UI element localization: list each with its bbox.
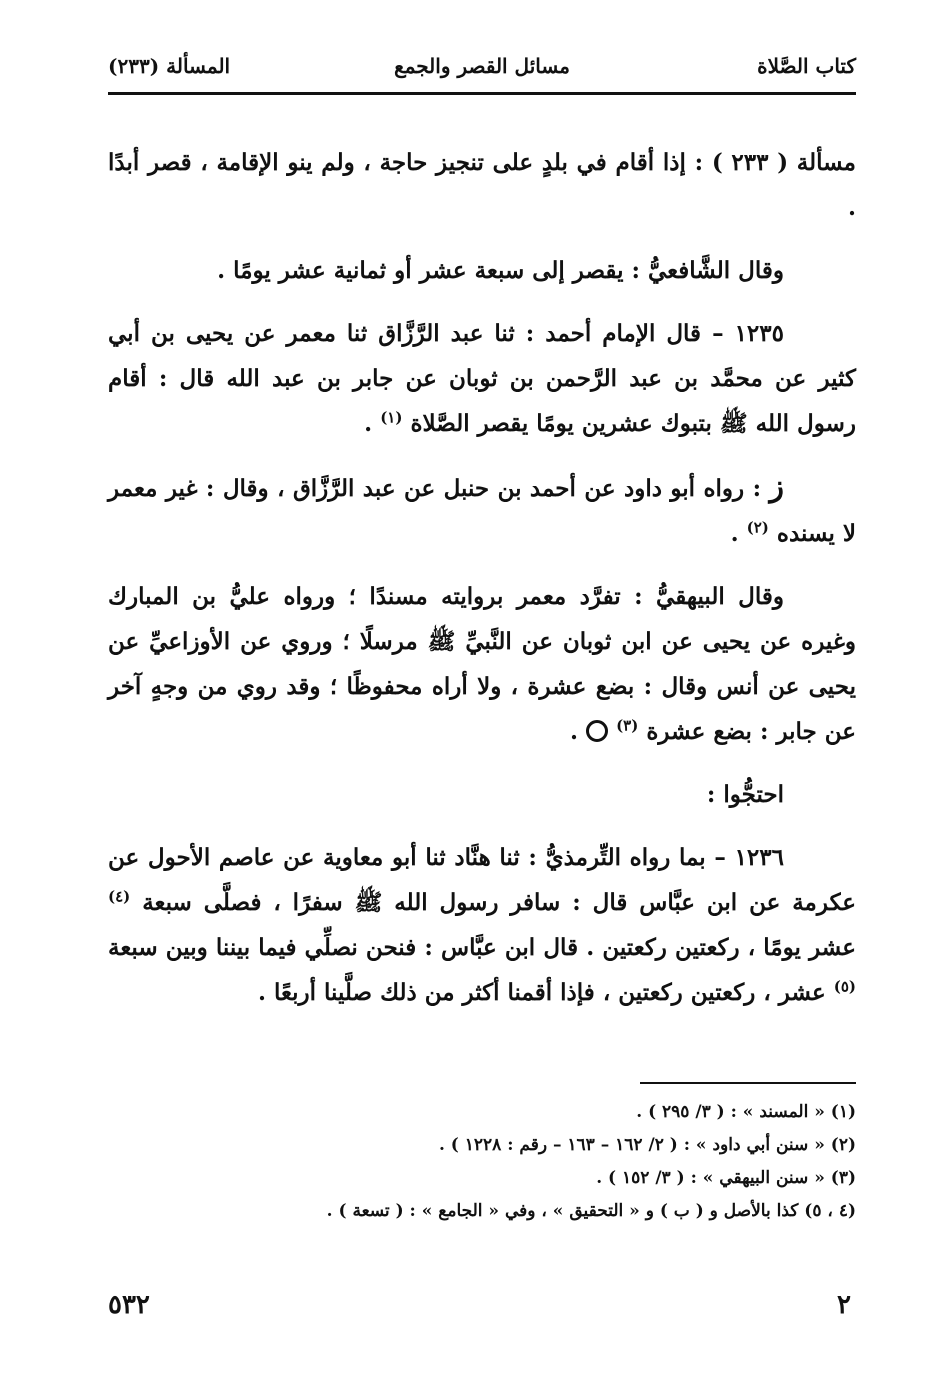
footnote-ref-4: (٤) xyxy=(108,887,131,906)
bayhaqi-text: وقال البيهقيُّ : تفرَّد معمر بروايته مسندًا ؛ ورواه عليُّ بن المبارك وغيره عن يحيى عن ابن ثوبان عن النَّبيِّ ﷺ مرسلًا ؛ وروي عن الأوزاعيِّ عن يحيى عن أنس وقال : بضع عشرة ، ولا أراه محفوظًا ؛ وقد روي من وجهٍ آخر عن جابر : بضع عشرة xyxy=(108,583,856,745)
hadith-1235-text: قال الإمام أحمد : ثنا عبد الرَّزَّاق ثنا معمر عن يحيى بن أبي كثير عن محمَّد بن عبد الرَّحمن بن ثوبان عن جابر بن عبد الله قال : أقام رسول الله ﷺ بتبوك عشرين يومًا يقصر الصَّلاة xyxy=(108,320,856,437)
paragraph-arguments-heading xyxy=(108,772,856,817)
paragraph-shafii-opinion xyxy=(108,248,856,293)
footnote-ref-3: (٣) xyxy=(616,716,639,735)
running-header xyxy=(108,44,856,88)
footnotes xyxy=(108,1096,856,1228)
footnote-item: (١) « المسند » : ( ٣/ ٢٩٥ ) . xyxy=(636,1102,856,1122)
zain-note-text: : رواه أبو داود عن أحمد بن حنبل عن عبد الرَّزَّاق ، وقال : غير معمر لا يسنده xyxy=(108,475,856,547)
arguments-heading: احتجُّوا : xyxy=(706,781,784,808)
footnote-ref-5: (٥) xyxy=(833,977,856,996)
issue-statement-text: : إذا أقام في بلدٍ على تنجيز حاجة ، ولم ينو الإقامة ، قصر أبدًا . xyxy=(108,149,856,221)
zain-note-end: . xyxy=(730,520,747,547)
bayhaqi-end: . xyxy=(570,718,587,745)
footnote-item: (٣) « سنن البيهقي » : ( ٣/ ١٥٢ ) . xyxy=(596,1168,856,1188)
header-divider xyxy=(108,92,856,95)
footnote-item: (٢) « سنن أبي داود » : ( ٢/ ١٦٢ – ١٦٣ – رقم : ١٢٢٨ ) . xyxy=(438,1135,856,1155)
footnote-ref-1: (١) xyxy=(380,408,403,427)
paragraph-bayhaqi xyxy=(108,574,856,754)
shafii-opinion-text: وقال الشَّافعيُّ : يقصر إلى سبعة عشر أو ثمانية عشر يومًا . xyxy=(217,257,784,284)
footnote-ref-2: (٢) xyxy=(746,518,769,537)
main-text xyxy=(108,140,856,1033)
issue-label: مسألة ( ٢٣٣ ) xyxy=(711,149,856,176)
paragraph-hadith-1235 xyxy=(108,311,856,446)
footnote-divider xyxy=(640,1082,856,1084)
volume-number: ٢ xyxy=(837,1290,851,1320)
hadith-1236-text-c: عشر ، ركعتين ركعتين ، فإذا أقمنا أكثر من ذلك صلَّينا أربعًا . xyxy=(258,979,834,1006)
footnote-item: (٤ ، ٥) كذا بالأصل و ( ب ) و « التحقيق » ، وفي « الجامع » : ( تسعة ) . xyxy=(326,1201,856,1221)
hadith-1236-text-a: بما رواه التِّرمذيُّ : ثنا هنَّاد ثنا أبو معاوية عن عاصم الأحول عن عكرمة عن ابن عبَّاس قال : سافر رسول الله ﷺ سفرًا ، فصلَّى سبعة xyxy=(108,844,856,916)
header-chapter-title: مسائل القصر والجمع xyxy=(394,54,570,78)
hadith-number-1235: ١٢٣٥ – xyxy=(712,320,784,347)
paragraph-issue-statement xyxy=(108,140,856,230)
hadith-number-1236: ١٢٣٦ – xyxy=(714,844,784,871)
header-book-title: كتاب الصَّلاة xyxy=(757,54,856,78)
hadith-1236-text-b: عشر يومًا ، ركعتين ركعتين . قال ابن عبَّاس : فنحن نصلِّي فيما بيننا وبين سبعة xyxy=(108,934,856,961)
paragraph-hadith-1236 xyxy=(108,835,856,1015)
paragraph-zain-note xyxy=(108,464,856,556)
hadith-1235-end: . xyxy=(364,410,381,437)
page-number: ٥٣٢ xyxy=(108,1290,150,1320)
zain-mark: ز xyxy=(769,469,784,504)
header-issue-number: المسألة (٢٣٣) xyxy=(108,54,231,78)
section-end-circle-icon xyxy=(586,720,608,742)
